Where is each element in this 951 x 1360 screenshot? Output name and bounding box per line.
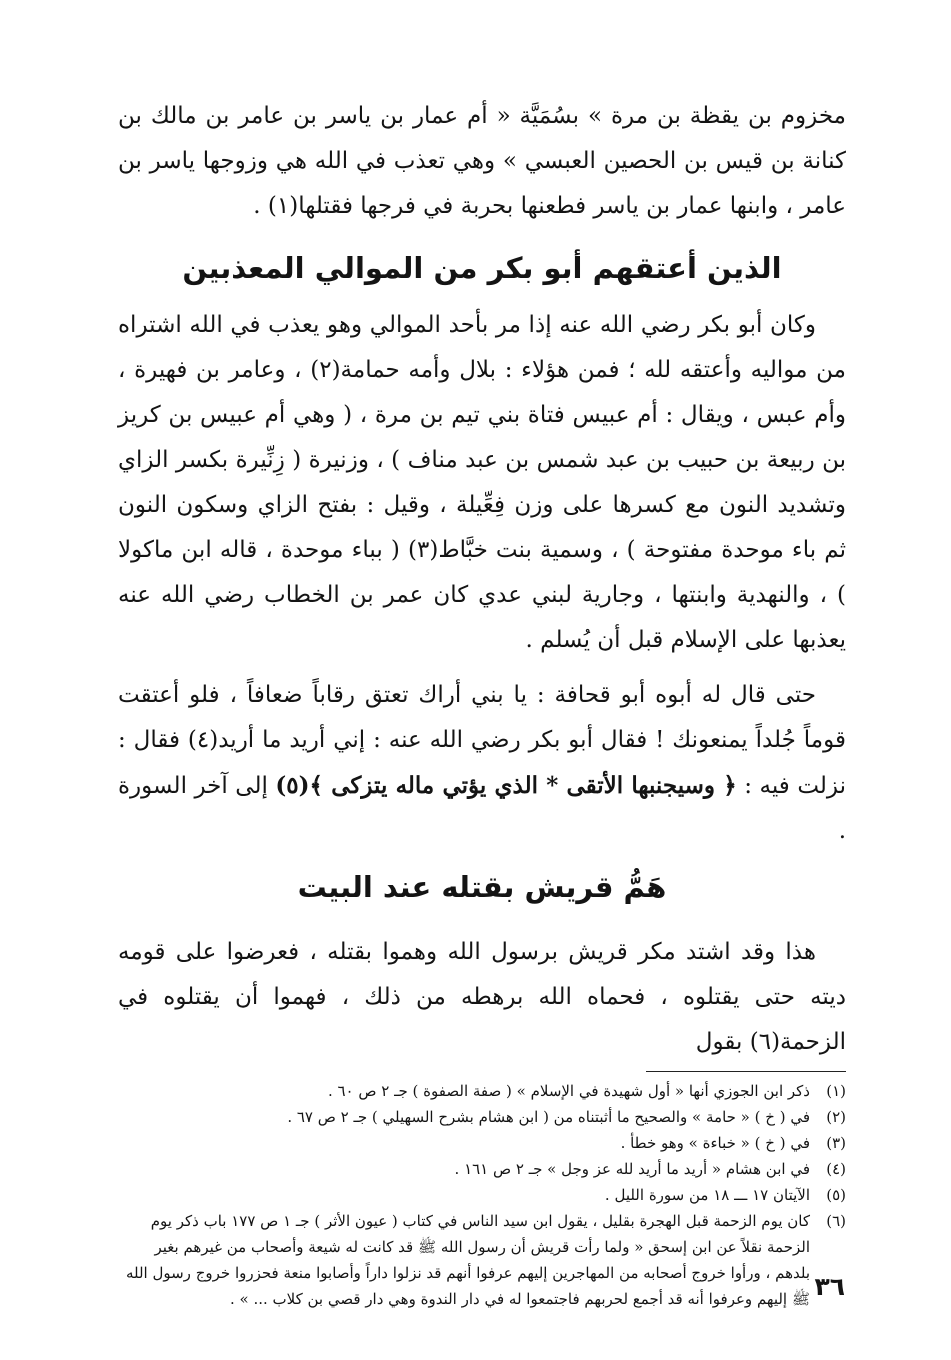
footnote-number: (١) xyxy=(826,1082,846,1100)
paragraph-quraysh-plot: هذا وقد اشتد مكر قريش برسول الله وهموا بقتله ، فعرضوا على قومه ديته حتى يقتلوه ، فحماه الله برهطه من ذلك ، فهموا أن يقتلوه في الزحمة(٦) بقول xyxy=(118,939,846,1055)
footnote-item xyxy=(118,1078,846,1104)
paragraph-abu-bakr-freed: وكان أبو بكر رضي الله عنه إذا مر بأحد الموالي وهو يعذب في الله اشتراه من مواليه وأعتقه لله ؛ فمن هؤلاء : بلال وأمه حمامة(٢) ، وعامر بن فهيرة ، وأم عبس ، ويقال : أم عبيس فتاة بني تيم بن مرة ، ( وهي أم عبيس بن كريز بن ربيعة بن حبيب بن عبد شمس بن عبد مناف ) ، وزنيرة ( زِنِّيرة بكسر الزاي وتشديد النون مع كسرها على وزن فِعِّيلة ، وقيل : بفتح الزاي وسكون النون ثم باء موحدة مفتوحة ) ، وسمية بنت خبَّاط(٣) ( بباء موحدة ، قاله ابن ماكولا ) ، والنهدية وابنتها ، وجارية لبني عدي كان عمر بن الخطاب رضي الله عنه يعذبها على الإسلام قبل أن يُسلم . xyxy=(118,312,847,653)
footnote-item xyxy=(118,1104,846,1130)
footnote-text: في ابن هشام « أريد ما أريد لله عز وجل » جـ ٢ ص ١٦١ . xyxy=(454,1160,810,1178)
quran-verse-quote: ﴿ وسيجنبها الأتقى * الذي يؤتي ماله يتزكى ﴾(٥) xyxy=(275,772,737,799)
page-body xyxy=(118,94,846,1312)
footnote-number: (٥) xyxy=(826,1186,846,1204)
footnote-number: (٦) xyxy=(826,1212,846,1230)
section-heading-freed-slaves: الذين أعتقهم أبو بكر من الموالي المعذبين xyxy=(182,251,782,285)
footnote-text: كان يوم الزحمة قبل الهجرة بقليل ، يقول ابن سيد الناس في كتاب ( عيون الأثر ) جـ ١ ص ١٧٧ باب ذكر يوم الزحمة نقلاً عن ابن إسحق « ولما رأت قريش أن رسول الله ﷺ قد كانت له شيعة وأصحاب من غيرهم بغير بلدهم ، ورأوا خروج أصحابه من المهاجرين إليهم عرفوا أنهم قد نزلوا داراً وأصابوا منعة فحزروا خروج رسول الله ﷺ إليهم وعرفوا أنه قد أجمع لحربهم فاجتمعوا له في دار الندوة وهي دار قصي بن كلاب ... » . xyxy=(125,1212,810,1308)
footnote-number: (٤) xyxy=(826,1160,846,1178)
section-heading-quraysh-plot: هَمُّ قريش بقتله عند البيت xyxy=(297,870,667,904)
footnote-number: (٢) xyxy=(826,1108,846,1126)
footnote-text: في ( خ ) « خباءة » وهو خطأ . xyxy=(620,1134,810,1152)
footnotes-list xyxy=(118,1078,846,1312)
footnote-number: (٣) xyxy=(826,1134,846,1152)
footnote-divider xyxy=(646,1071,846,1072)
page-number: ٣٦ xyxy=(814,1272,845,1301)
footnote-text: الآيتان ١٧ ـــ ١٨ من سورة الليل . xyxy=(604,1186,810,1204)
footnote-item xyxy=(118,1156,846,1182)
intro-paragraph: مخزوم بن يقظة بن مرة » بسُمَيَّة « أم عمار بن ياسر بن عامر بن مالك بن كنانة بن قيس بن الحصين العبسي » وهي تعذب في الله هي وزوجها ياسر بن عامر ، وابنها عمار بن ياسر فطعنها بحربة في فرجها فقتلها(١) . xyxy=(118,103,846,219)
paragraph-gap xyxy=(118,663,846,673)
footnote-text: ذكر ابن الجوزي أنها « أول شهيدة في الإسلام » ( صفة الصفوة ) جـ ٢ ص ٦٠ . xyxy=(327,1082,810,1100)
paragraph-abu-quhafa-text: حتى قال له أبوه أبو قحافة : يا بني أراك تعتق رقاباً ضعافاً ، فلو أعتقت قوماً جُلداً يمنعونك ! فقال أبو بكر رضي الله عنه : إني أريد ما أريد(٤) فقال : نزلت فيه : xyxy=(118,682,846,799)
footnote-item xyxy=(118,1182,846,1208)
footnote-item xyxy=(118,1130,846,1156)
footnote-text: في ( خ ) « حامة » والصحيح ما أثبتناه من ( ابن هشام بشرح السهيلي ) جـ ٢ ص ٦٧ . xyxy=(287,1108,810,1126)
paragraph-abu-quhafa xyxy=(118,673,846,854)
paragraph-abu-quhafa-end: إلى آخر السورة . xyxy=(118,773,846,844)
footnote-item xyxy=(118,1208,846,1312)
